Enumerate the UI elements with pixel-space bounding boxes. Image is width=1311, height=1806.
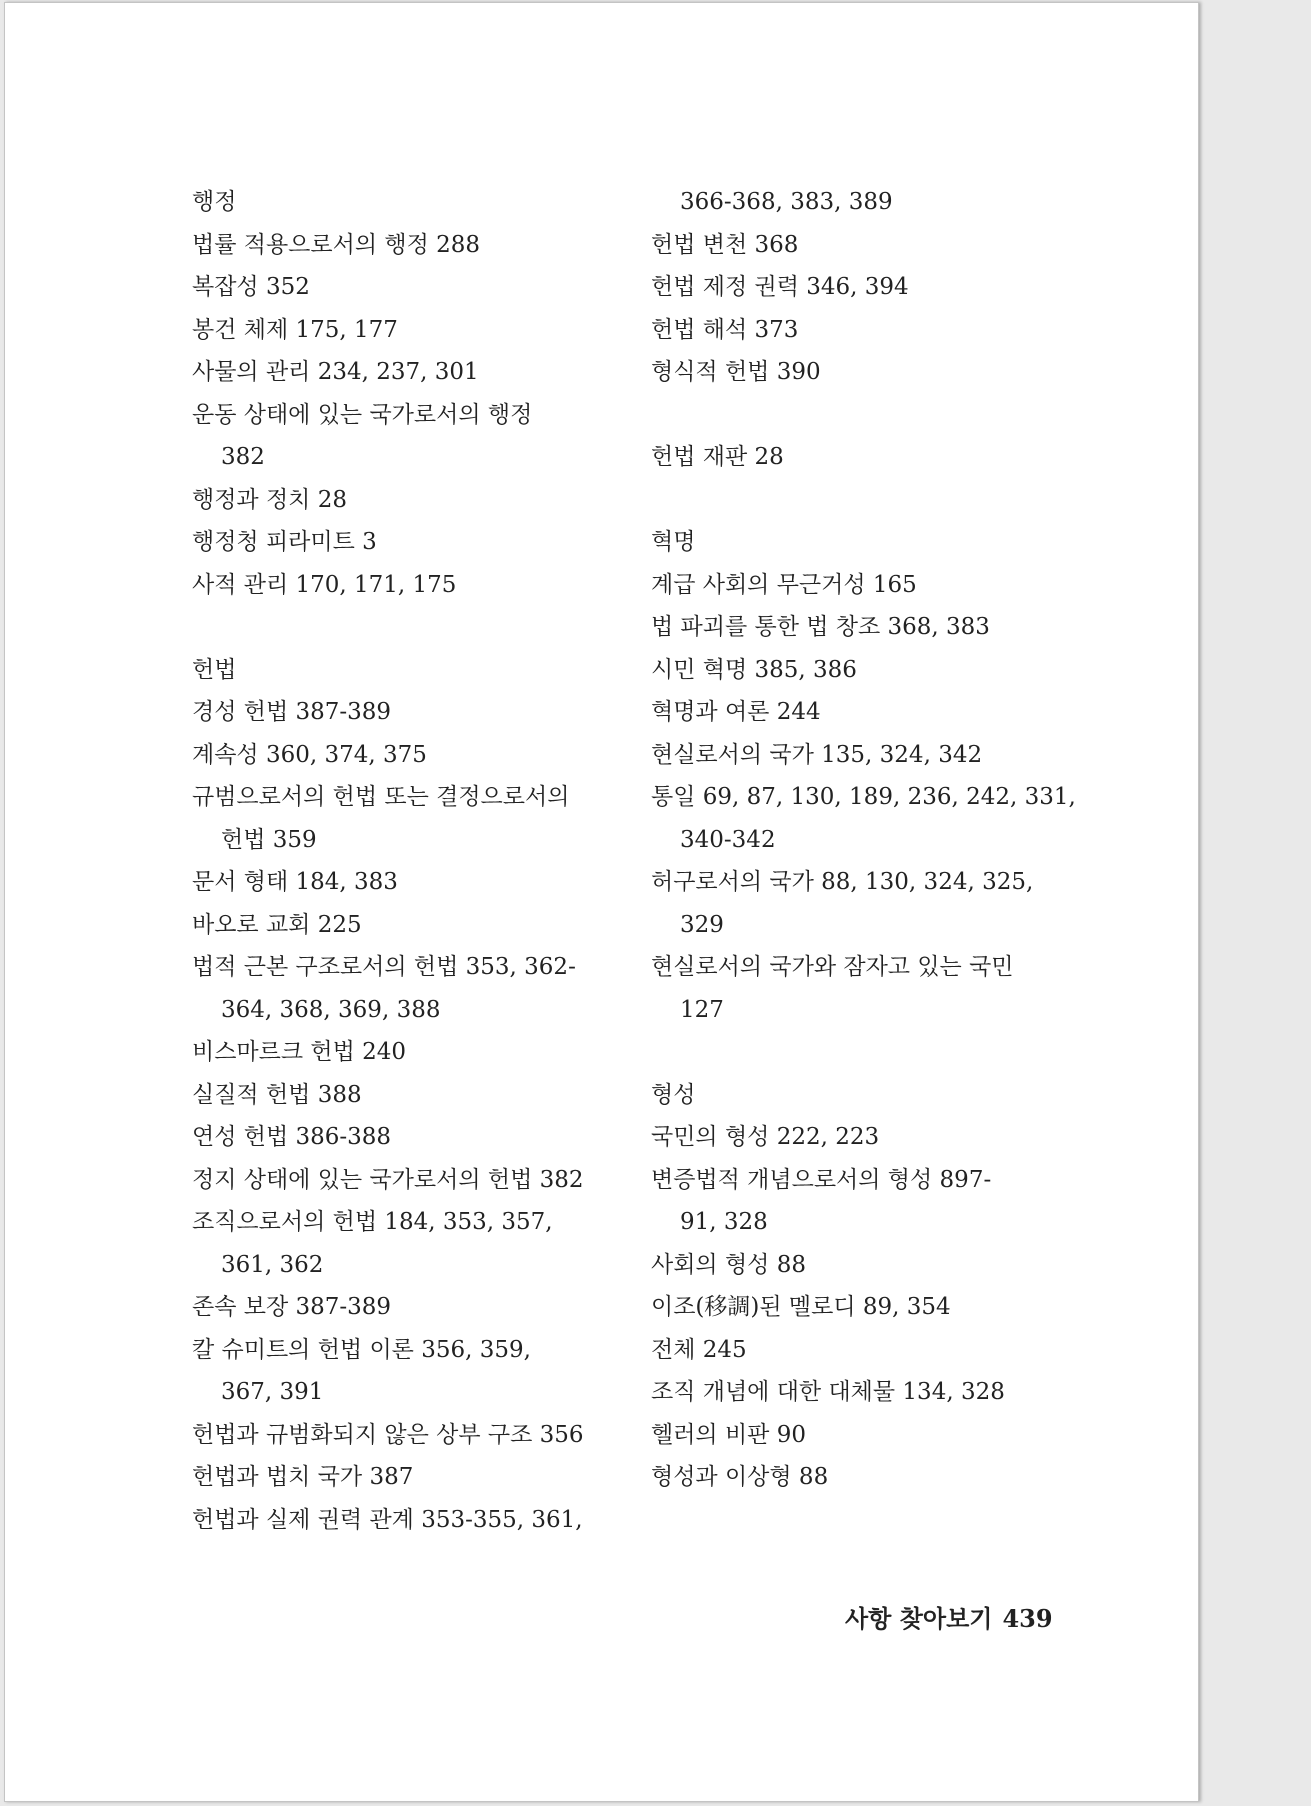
index-entry-continuation: 367, 391 xyxy=(221,1379,324,1405)
index-entry: 형식적 헌법 390 xyxy=(651,359,821,385)
index-entry-continuation: 366-368, 383, 389 xyxy=(680,189,893,215)
index-entry: 전체 245 xyxy=(651,1336,747,1363)
index-entry: 사물의 관리 234, 237, 301 xyxy=(192,359,479,385)
index-entry: 봉건 체제 175, 177 xyxy=(192,316,398,343)
index-entry: 계속성 360, 374, 375 xyxy=(192,741,427,768)
index-entry: 시민 혁명 385, 386 xyxy=(651,656,857,683)
index-entry: 변증법적 개념으로서의 형성 897- xyxy=(651,1166,992,1193)
blank-line xyxy=(192,606,632,649)
index-entry: 헌법 재판 28 xyxy=(651,444,784,470)
index-entry: 행정청 피라미트 3 xyxy=(192,529,377,555)
index-column-left xyxy=(192,181,632,1541)
index-entry: 헌법과 법치 국가 387 xyxy=(192,1464,414,1490)
index-entry: 문서 형태 184, 383 xyxy=(192,869,398,895)
index-entry: 행정과 정치 28 xyxy=(192,486,347,513)
index-entry-continuation: 329 xyxy=(680,911,724,938)
index-entry: 계급 사회의 무근거성 165 xyxy=(651,571,917,598)
index-entry: 혁명과 여론 244 xyxy=(651,699,821,725)
index-entry: 규범으로서의 헌법 또는 결정으로서의 xyxy=(192,784,570,810)
index-entry: 칼 슈미트의 헌법 이론 356, 359, xyxy=(192,1336,531,1363)
index-entry: 헬러의 비판 90 xyxy=(651,1421,806,1448)
index-entry: 연성 헌법 386-388 xyxy=(192,1124,392,1150)
index-entry-continuation: 361, 362 xyxy=(221,1251,324,1278)
index-heading: 헌법 xyxy=(192,656,237,683)
index-entry-continuation: 127 xyxy=(680,996,724,1023)
index-entry: 헌법 제정 권력 346, 394 xyxy=(651,274,909,300)
page-footer xyxy=(845,1599,1053,1634)
index-entry: 조직으로서의 헌법 184, 353, 357, xyxy=(192,1209,553,1235)
index-heading: 형성 xyxy=(651,1081,696,1108)
index-entry: 법 파괴를 통한 법 창조 368, 383 xyxy=(651,614,990,640)
index-entry: 국민의 형성 222, 223 xyxy=(651,1124,880,1150)
index-entry-continuation: 382 xyxy=(221,444,265,470)
index-entry: 헌법 변천 368 xyxy=(651,231,799,258)
index-entry: 조직 개념에 대한 대체물 134, 328 xyxy=(651,1379,1005,1405)
index-entry-continuation: 91, 328 xyxy=(680,1209,768,1235)
index-column-right xyxy=(651,181,1091,1499)
index-entry: 형성과 이상형 88 xyxy=(651,1464,829,1490)
index-entry: 존속 보장 387-389 xyxy=(192,1294,392,1320)
page-number: 439 xyxy=(1002,1604,1053,1633)
index-entry: 법적 근본 구조로서의 헌법 353, 362- xyxy=(192,954,576,980)
index-entry: 법률 적용으로서의 행정 288 xyxy=(192,231,481,258)
index-entry: 허구로서의 국가 88, 130, 324, 325, xyxy=(651,869,1034,895)
index-entry: 바오로 교회 225 xyxy=(192,911,362,938)
index-entry-continuation: 364, 368, 369, 388 xyxy=(221,996,441,1023)
index-entry: 이조(移調)된 멜로디 89, 354 xyxy=(651,1294,951,1320)
index-entry-continuation: 헌법 359 xyxy=(221,826,317,853)
index-entry: 현실로서의 국가 135, 324, 342 xyxy=(651,741,983,768)
running-title: 사항 찾아보기 xyxy=(845,1604,993,1633)
index-entry: 헌법과 규범화되지 않은 상부 구조 356 xyxy=(192,1421,584,1448)
blank-line xyxy=(651,394,1091,437)
document-page xyxy=(4,2,1199,1802)
index-entry: 현실로서의 국가와 잠자고 있는 국민 xyxy=(651,954,1014,980)
index-entry: 경성 헌법 387-389 xyxy=(192,699,392,725)
index-heading: 행정 xyxy=(192,189,237,215)
index-entry: 운동 상태에 있는 국가로서의 행정 xyxy=(192,401,533,428)
index-entry: 사회의 형성 88 xyxy=(651,1251,806,1278)
index-heading: 혁명 xyxy=(651,529,696,555)
blank-line xyxy=(651,479,1091,522)
index-entry: 복잡성 352 xyxy=(192,274,310,300)
index-entry: 통일 69, 87, 130, 189, 236, 242, 331, xyxy=(651,784,1076,810)
index-entry: 정지 상태에 있는 국가로서의 헌법 382 xyxy=(192,1166,584,1193)
index-entry: 비스마르크 헌법 240 xyxy=(192,1039,407,1065)
blank-line xyxy=(651,1031,1091,1074)
index-entry: 헌법 해석 373 xyxy=(651,316,799,343)
index-entry-continuation: 340-342 xyxy=(680,826,776,853)
index-entry: 실질적 헌법 388 xyxy=(192,1081,362,1108)
index-entry: 사적 관리 170, 171, 175 xyxy=(192,571,457,598)
index-entry: 헌법과 실제 권력 관계 353-355, 361, xyxy=(192,1506,583,1533)
